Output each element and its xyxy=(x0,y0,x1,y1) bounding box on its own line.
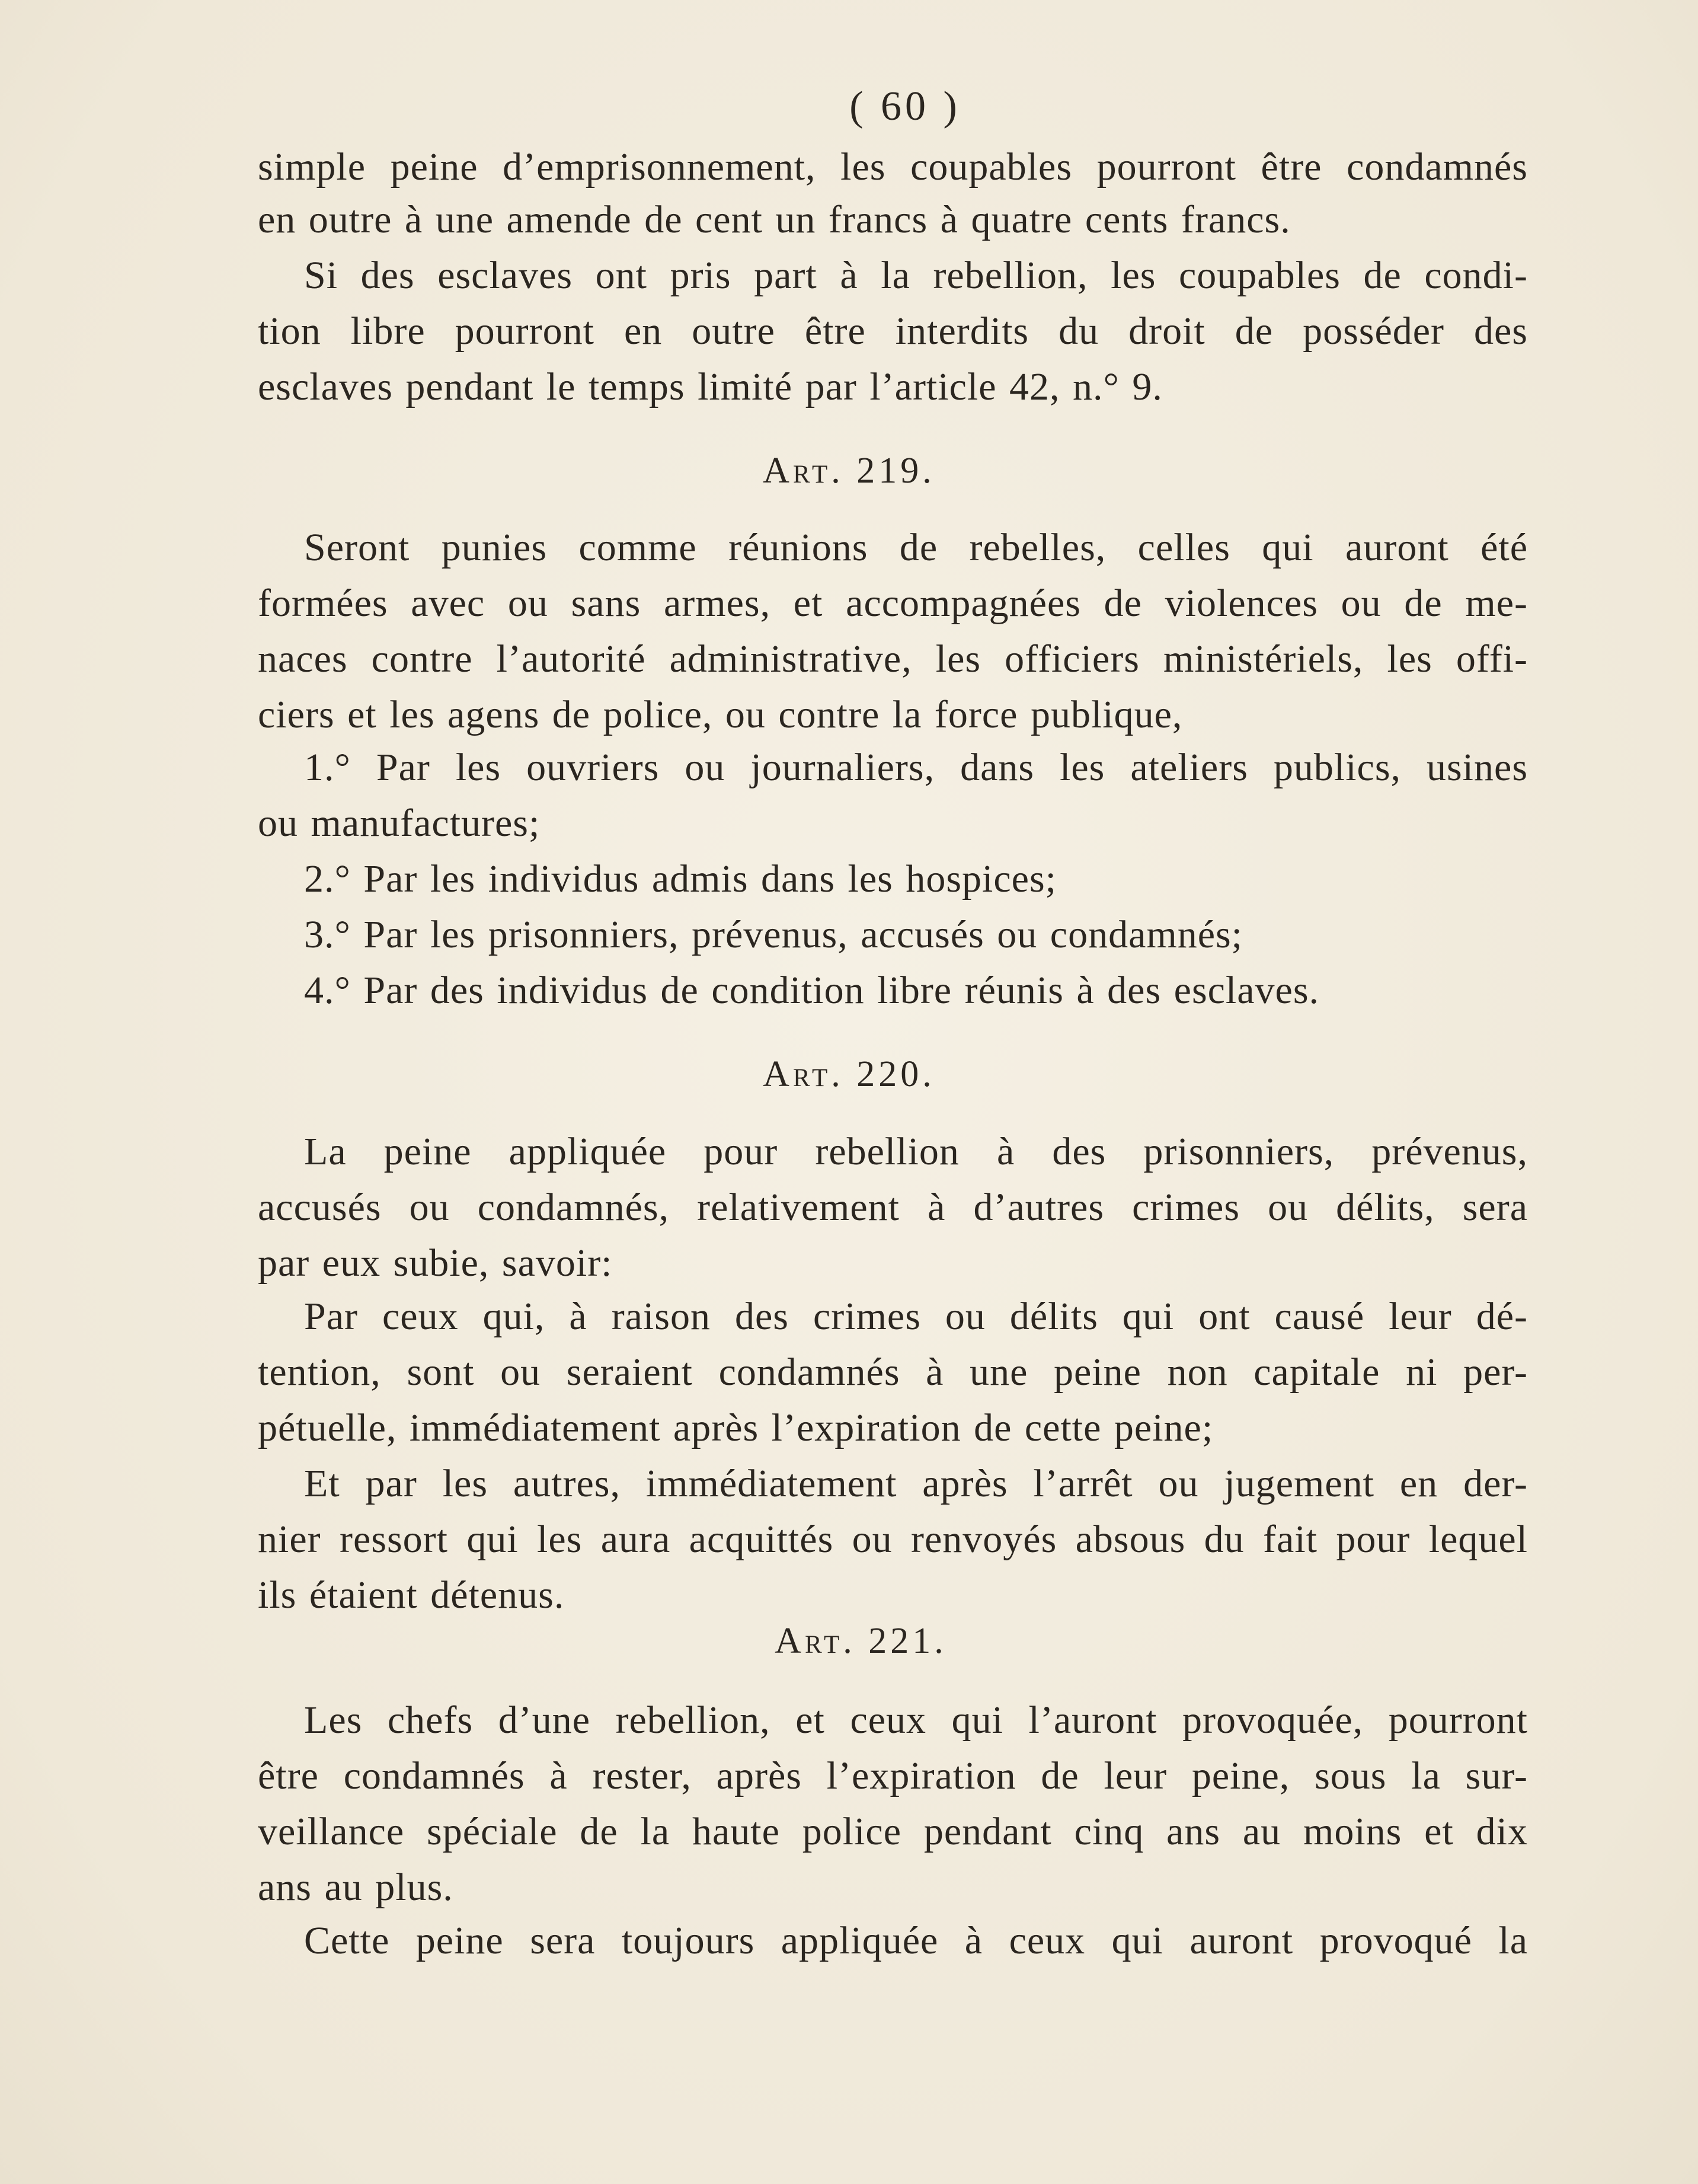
text-line: nier ressort qui les aura acquittés ou renvoyés absous du fait pour lequel xyxy=(258,1518,1528,1561)
text-line: Seront punies comme réunions de rebelles, celles qui auront été xyxy=(304,526,1528,569)
article-heading: Art. 219. xyxy=(763,451,935,491)
text-line: accusés ou condamnés, relativement à d’autres crimes ou délits, sera xyxy=(258,1186,1528,1229)
text-line: formées avec ou sans armes, et accompagnées de violences ou de me- xyxy=(258,582,1528,625)
article-heading: Art. 221. xyxy=(775,1621,947,1661)
text-line: ou manufactures; xyxy=(258,802,541,845)
text-line: Par ceux qui, à raison des crimes ou délits qui ont causé leur dé- xyxy=(304,1295,1528,1338)
page-number: ( 60 ) xyxy=(849,84,961,129)
text-line: Cette peine sera toujours appliquée à ceux qui auront provoqué la xyxy=(304,1919,1528,1962)
text-line: en outre à une amende de cent un francs à quatre cents francs. xyxy=(258,198,1291,241)
text-line: tention, sont ou seraient condamnés à une peine non capitale ni per- xyxy=(258,1350,1528,1394)
text-line: naces contre l’autorité administrative, les officiers ministériels, les offi- xyxy=(258,637,1528,681)
text-line: tion libre pourront en outre être interdits du droit de posséder des xyxy=(258,309,1528,353)
text-line: 3.° Par les prisonniers, prévenus, accusés ou condamnés; xyxy=(304,913,1243,956)
text-line: esclaves pendant le temps limité par l’article 42, n.° 9. xyxy=(258,365,1163,408)
text-line: être condamnés à rester, après l’expiration de leur peine, sous la sur- xyxy=(258,1754,1528,1797)
text-line: 2.° Par les individus admis dans les hospices; xyxy=(304,857,1057,901)
text-line: 4.° Par des individus de condition libre réunis à des esclaves. xyxy=(304,969,1320,1012)
text-line: pétuelle, immédiatement après l’expiration de cette peine; xyxy=(258,1406,1214,1449)
text-line: La peine appliquée pour rebellion à des prisonniers, prévenus, xyxy=(304,1130,1528,1173)
text-line: veillance spéciale de la haute police pendant cinq ans au moins et dix xyxy=(258,1810,1528,1853)
text-line: ciers et les agens de police, ou contre la force publique, xyxy=(258,693,1183,736)
article-heading: Art. 220. xyxy=(763,1054,935,1094)
text-line: 1.° Par les ouvriers ou journaliers, dans les ateliers publics, usines xyxy=(304,746,1528,789)
text-line: simple peine d’emprisonnement, les coupables pourront être condamnés xyxy=(258,145,1528,189)
text-line: Et par les autres, immédiatement après l’arrêt ou jugement en der- xyxy=(304,1462,1528,1505)
text-line: ils étaient détenus. xyxy=(258,1573,565,1617)
text-line: Les chefs d’une rebellion, et ceux qui l’auront provoquée, pourront xyxy=(304,1698,1528,1742)
text-line: par eux subie, savoir: xyxy=(258,1241,613,1285)
text-line: Si des esclaves ont pris part à la rebellion, les coupables de condi- xyxy=(304,254,1528,297)
text-line: ans au plus. xyxy=(258,1866,453,1909)
